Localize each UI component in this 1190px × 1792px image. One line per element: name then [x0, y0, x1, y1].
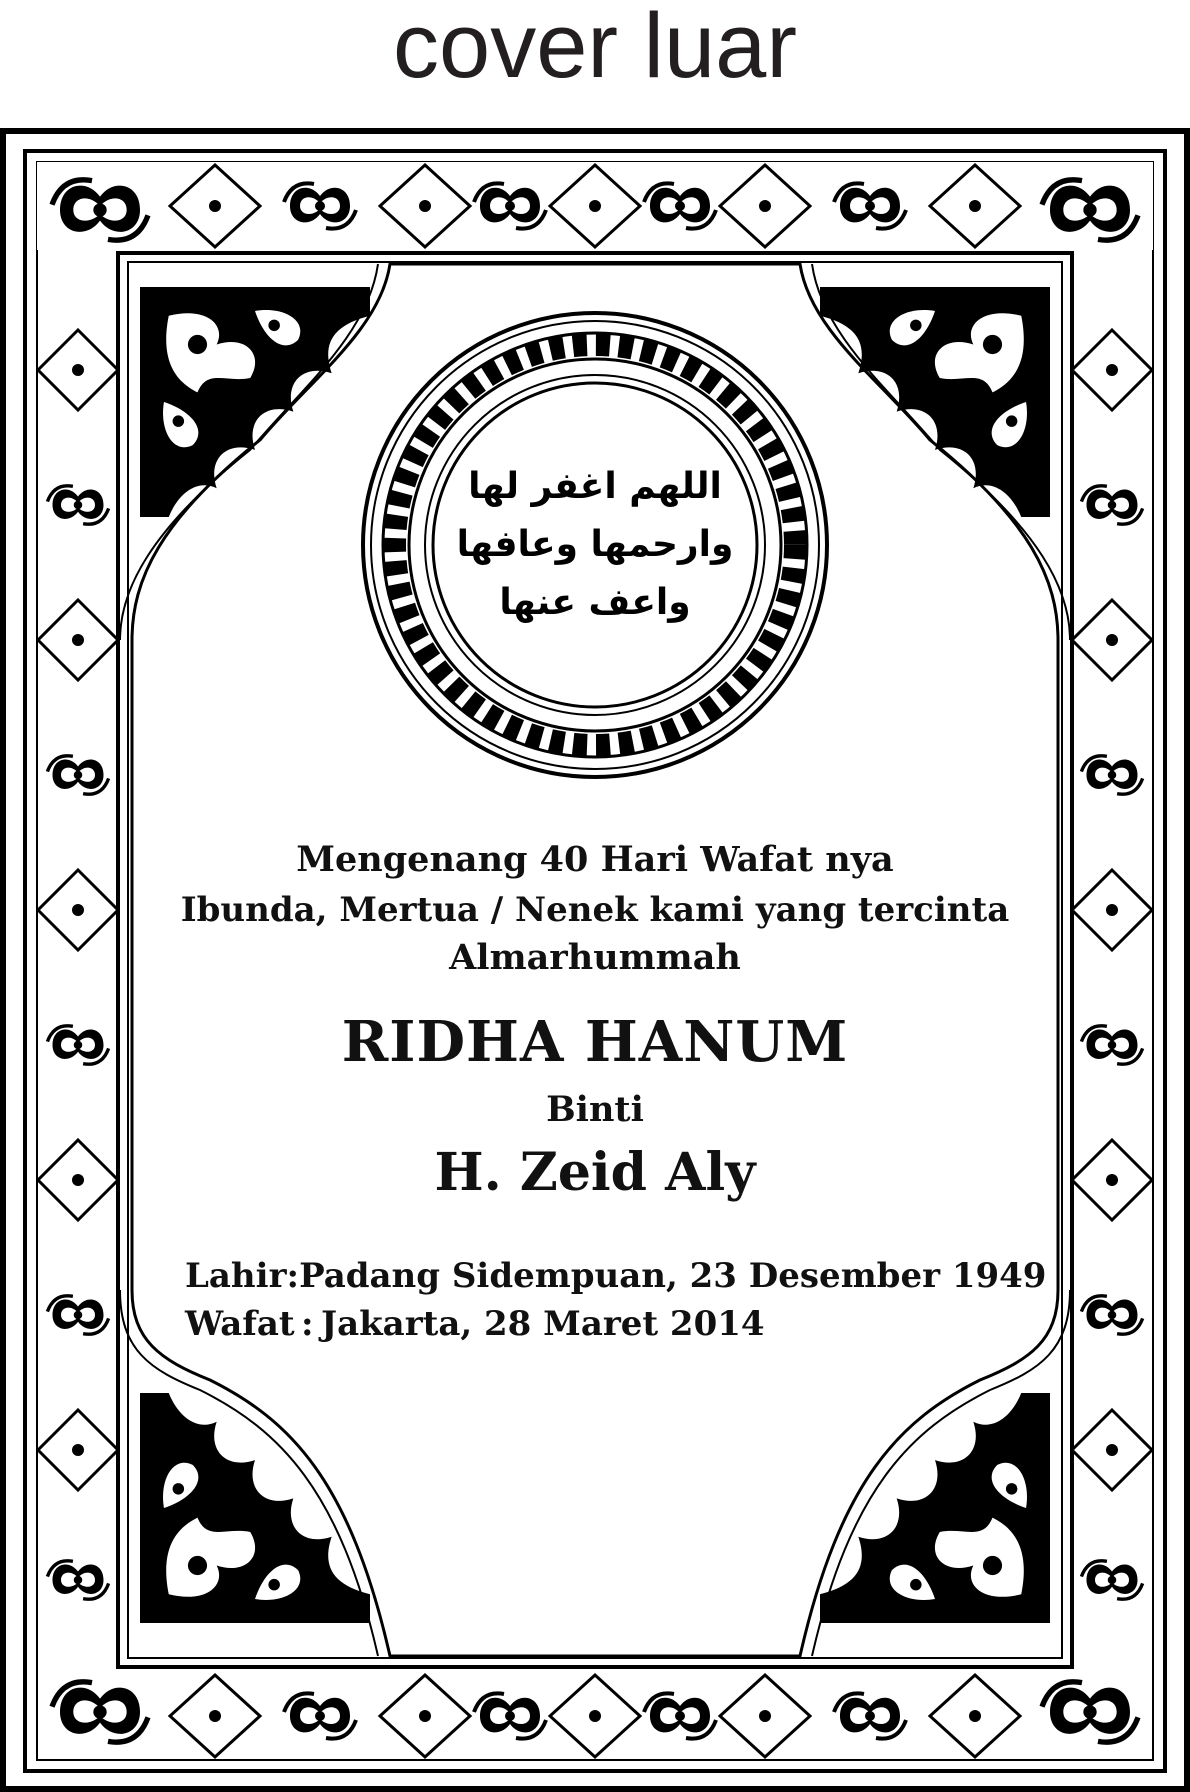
deceased-name: RIDHA HANUM [341, 1009, 849, 1075]
memorial-text [130, 840, 1060, 1260]
died-label: Wafat [185, 1304, 295, 1344]
intro-line-2: Ibunda, Mertua / Nenek kami yang tercinta [180, 890, 1010, 930]
died-separator: : [301, 1304, 314, 1344]
border-band-bottom [170, 1675, 1020, 1757]
border-band-top [37, 162, 1153, 250]
border-band-left [38, 330, 118, 1599]
father-name: H. Zeid Aly [434, 1142, 756, 1203]
born-separator: : [286, 1256, 300, 1296]
died-value: Jakarta, 28 Maret 2014 [321, 1304, 765, 1344]
born-row [185, 1252, 1045, 1300]
page-title: cover luar [393, 0, 797, 97]
corner-knot-bl [52, 1682, 148, 1742]
corner-knot-br [1042, 1682, 1138, 1742]
died-row [185, 1300, 1045, 1348]
binti-label: Binti [546, 1089, 644, 1130]
intro-line-3: Almarhummah [449, 937, 741, 978]
border-band-right [1072, 330, 1152, 1599]
calligraphy-text: اللهم اغفر لها وارحمها وعافها واعف عنها [456, 466, 734, 623]
intro-line-1: Mengenang 40 Hari Wafat nya [296, 839, 894, 880]
born-label: Lahir [185, 1256, 287, 1296]
date-info [185, 1252, 1045, 1348]
born-value: Padang Sidempuan, 23 Desember 1949 [299, 1256, 1047, 1296]
